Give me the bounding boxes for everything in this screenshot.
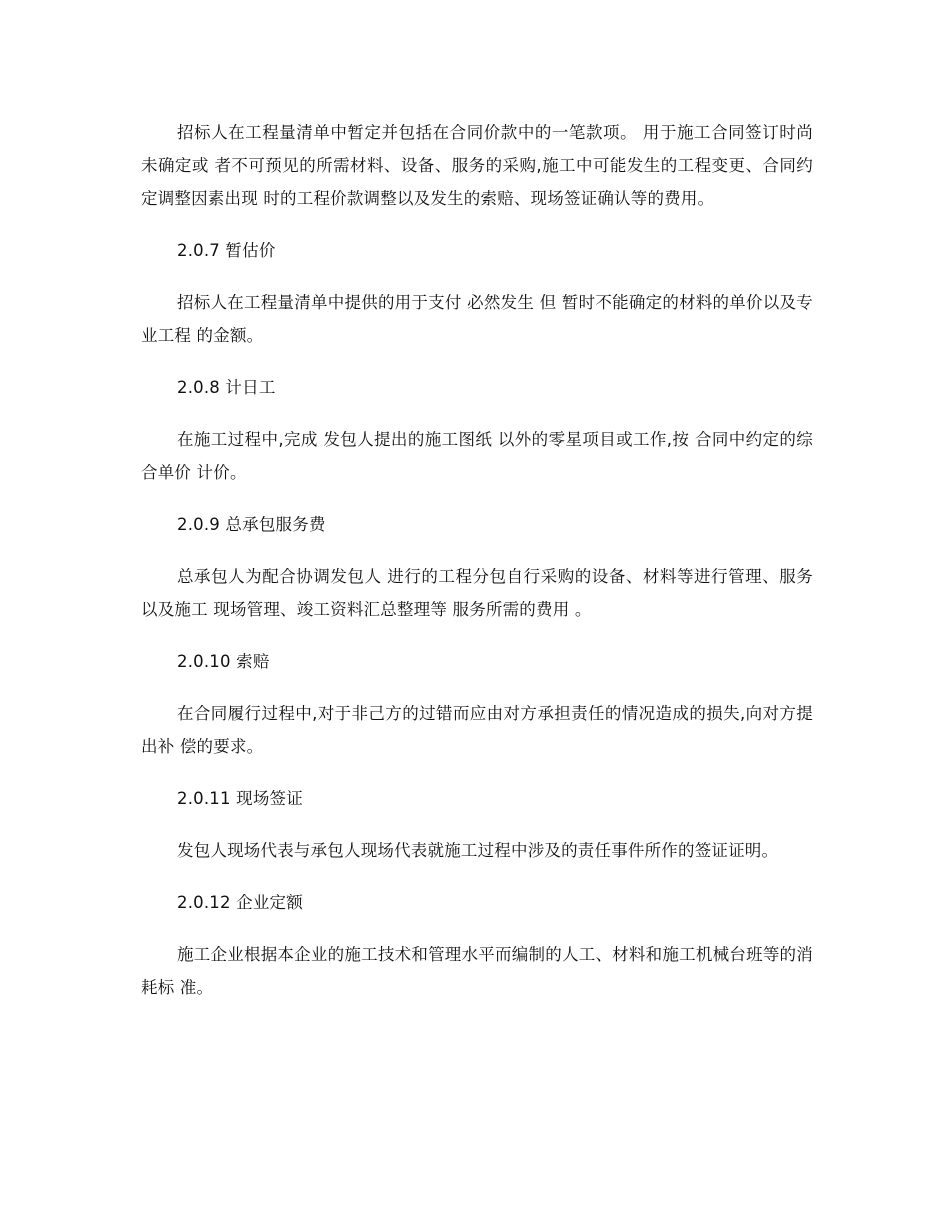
- heading-2-0-10: 2.0.10 索赔: [177, 652, 270, 671]
- heading-2-0-9: 2.0.9 总承包服务费: [177, 515, 326, 534]
- heading-2-0-8: 2.0.8 计日工: [177, 378, 276, 397]
- paragraph-daywork: 在施工过程中,完成 发包人提出的施工图纸 以外的零星项目或工作,按 合同中约定的综合单价 计价。: [141, 430, 813, 482]
- heading-2-0-7: 2.0.7 暂估价: [177, 241, 276, 260]
- paragraph-enterprise-quota: 施工企业根据本企业的施工技术和管理水平而编制的人工、材料和施工机械台班等的消耗标 准。: [141, 945, 813, 997]
- paragraph-provisional-estimate: 招标人在工程量清单中提供的用于支付 必然发生 但 暂时不能确定的材料的单价以及专业工程 的金额。: [141, 293, 813, 345]
- paragraph-provisional-sum: 招标人在工程量清单中暂定并包括在合同价款中的一笔款项。 用于施工合同签订时尚未确定或 者不可预见的所需材料、设备、服务的采购,施工中可能发生的工程变更、合同约定调整因素出现 时的工程价款调整以及发生的索赔、现场签证确认等的费用。: [141, 123, 813, 208]
- heading-2-0-12: 2.0.12 企业定额: [177, 893, 303, 912]
- paragraph-site-visa: 发包人现场代表与承包人现场代表就施工过程中涉及的责任事件所作的签证证明。: [177, 841, 779, 860]
- paragraph-claim: 在合同履行过程中,对于非己方的过错而应由对方承担责任的情况造成的损失,向对方提出补 偿的要求。: [141, 704, 813, 756]
- heading-2-0-11: 2.0.11 现场签证: [177, 789, 303, 808]
- document-body: [141, 116, 813, 1023]
- paragraph-main-contractor-fee: 总承包人为配合协调发包人 进行的工程分包自行采购的设备、材料等进行管理、服务以及施工 现场管理、竣工资料汇总整理等 服务所需的费用 。: [141, 567, 813, 619]
